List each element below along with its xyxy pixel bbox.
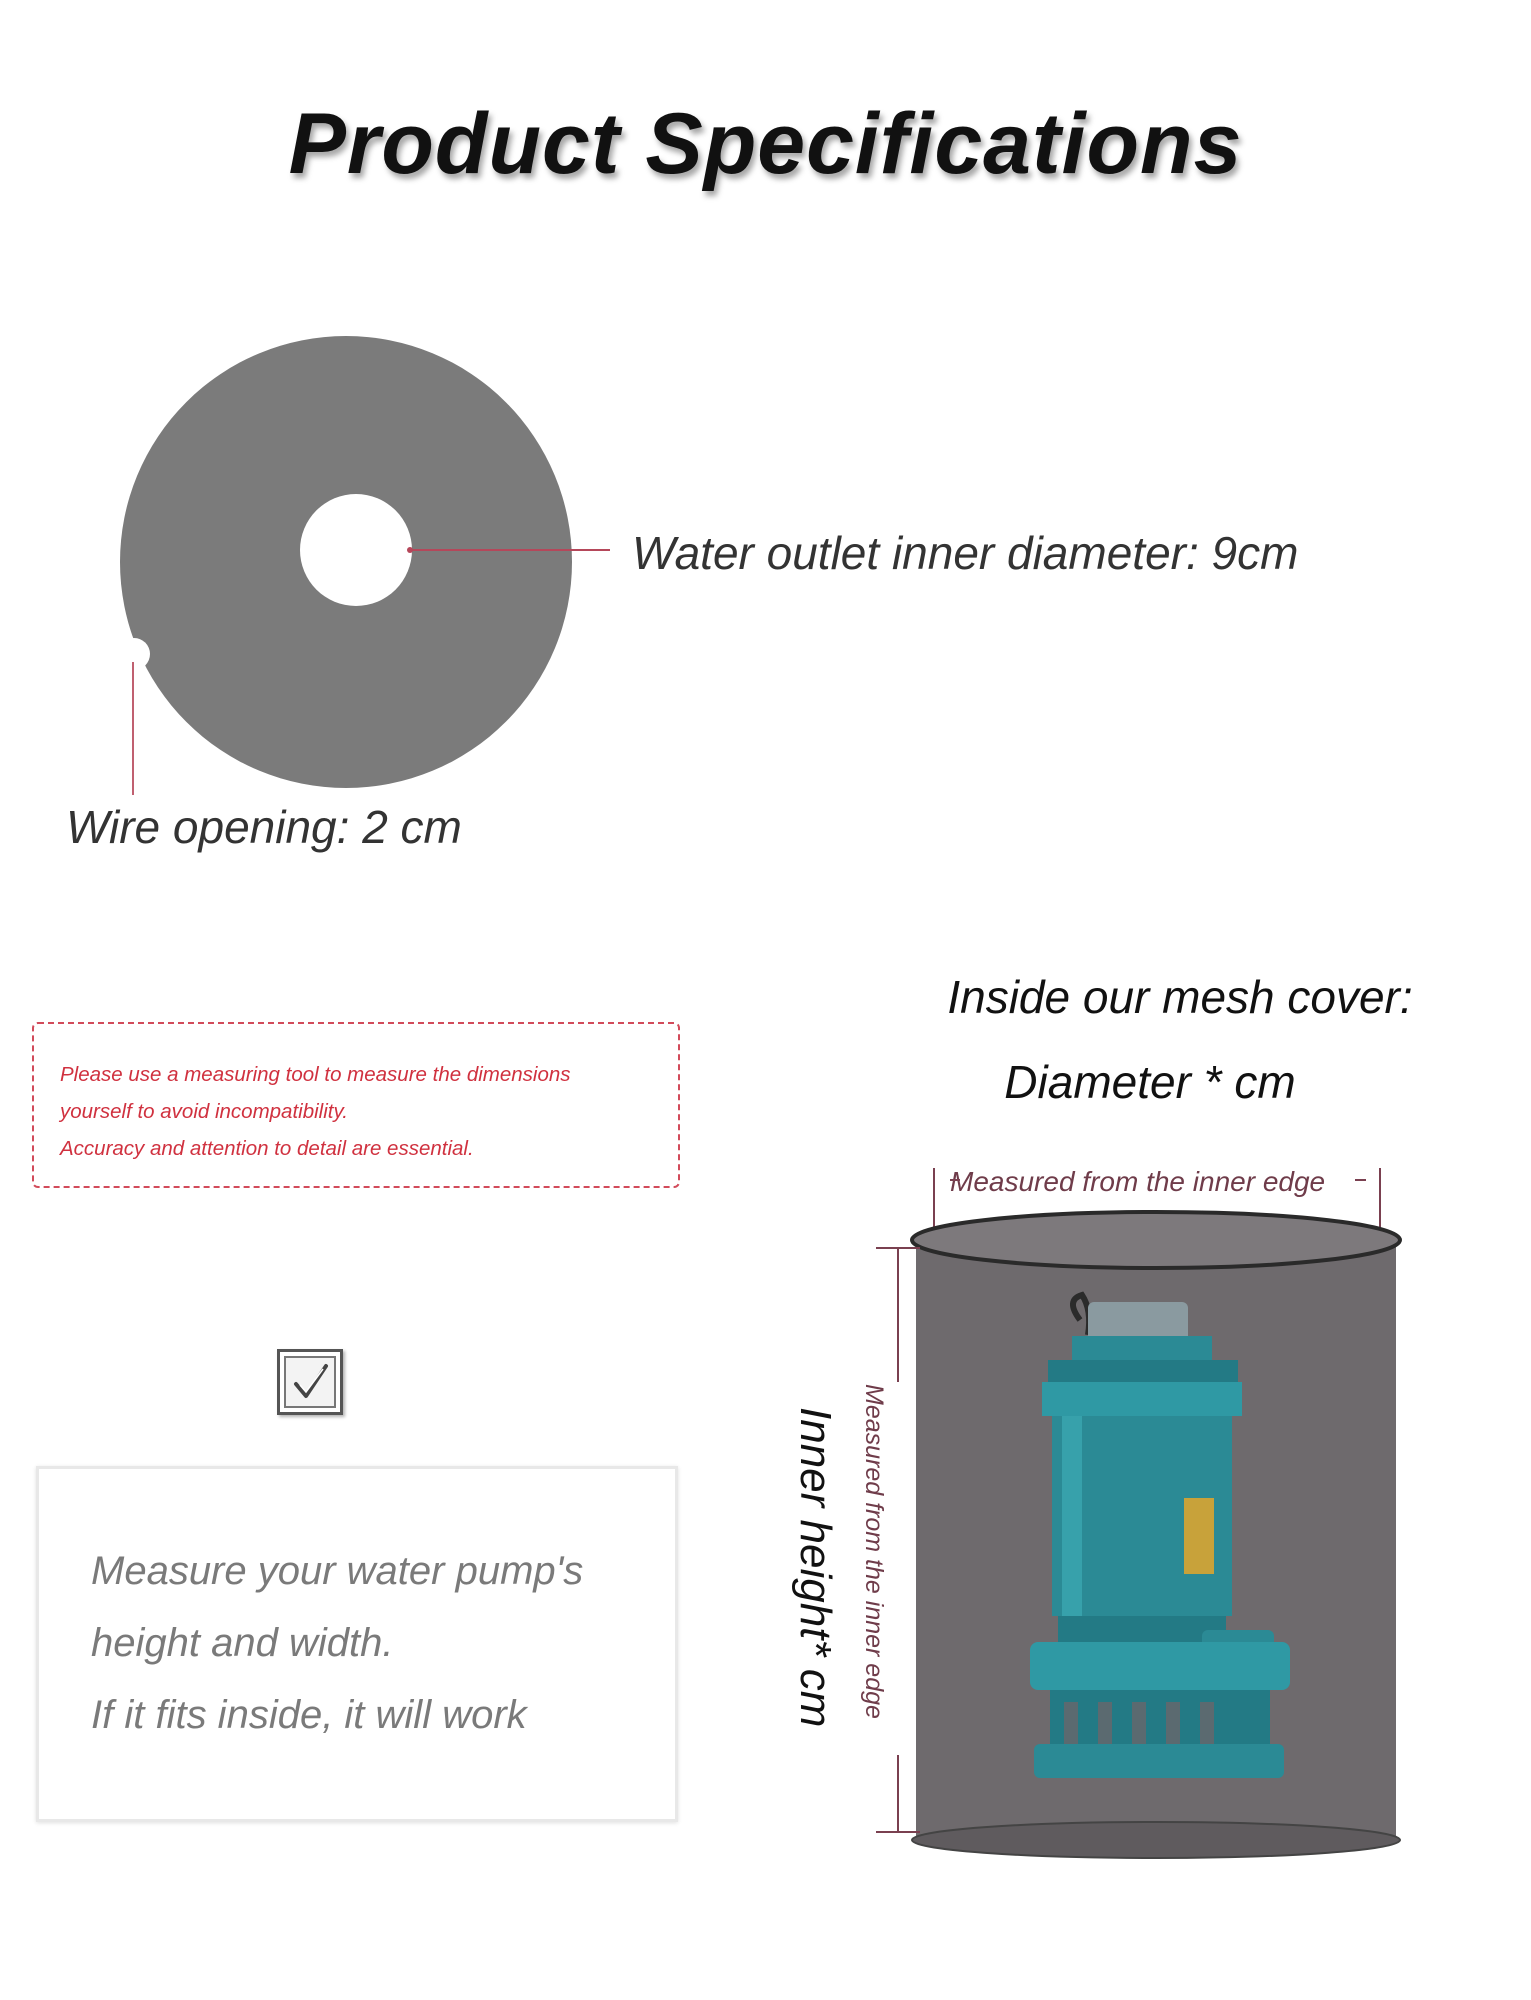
inner-height-label: Inner height* cm	[791, 1407, 840, 1728]
instruction-line: If it fits inside, it will work	[91, 1693, 527, 1737]
side-edge-label: Measured from the inner edge	[860, 1384, 888, 1719]
instruction-line: Measure your water pump's	[91, 1549, 584, 1593]
notice-line: Accuracy and attention to detail are essential.	[60, 1137, 474, 1160]
checkbox-checked-icon	[277, 1349, 343, 1415]
mesh-cover-diameter: Diameter * cm	[1004, 1056, 1296, 1108]
instruction-line: height and width.	[91, 1621, 394, 1665]
outlet-pointer-dot	[407, 547, 413, 553]
notice-line: yourself to avoid incompatibility.	[60, 1100, 348, 1123]
cylinder-bottom	[912, 1822, 1400, 1858]
water-outlet-hole	[300, 494, 412, 606]
instruction-box	[36, 1466, 678, 1822]
outlet-diameter-label: Water outlet inner diameter: 9cm	[632, 527, 1299, 579]
mesh-cover-diagram	[820, 1160, 1420, 1920]
measurement-notice	[32, 1022, 680, 1188]
notice-line: Please use a measuring tool to measure the dimensions	[60, 1063, 571, 1086]
cylinder-top-rim	[912, 1212, 1400, 1268]
mesh-cover-title: Inside our mesh cover:	[947, 971, 1413, 1023]
top-edge-label: Measured from the inner edge	[950, 1166, 1326, 1197]
page-title: Product Specifications	[288, 96, 1243, 192]
wire-opening-label: Wire opening: 2 cm	[66, 801, 462, 853]
